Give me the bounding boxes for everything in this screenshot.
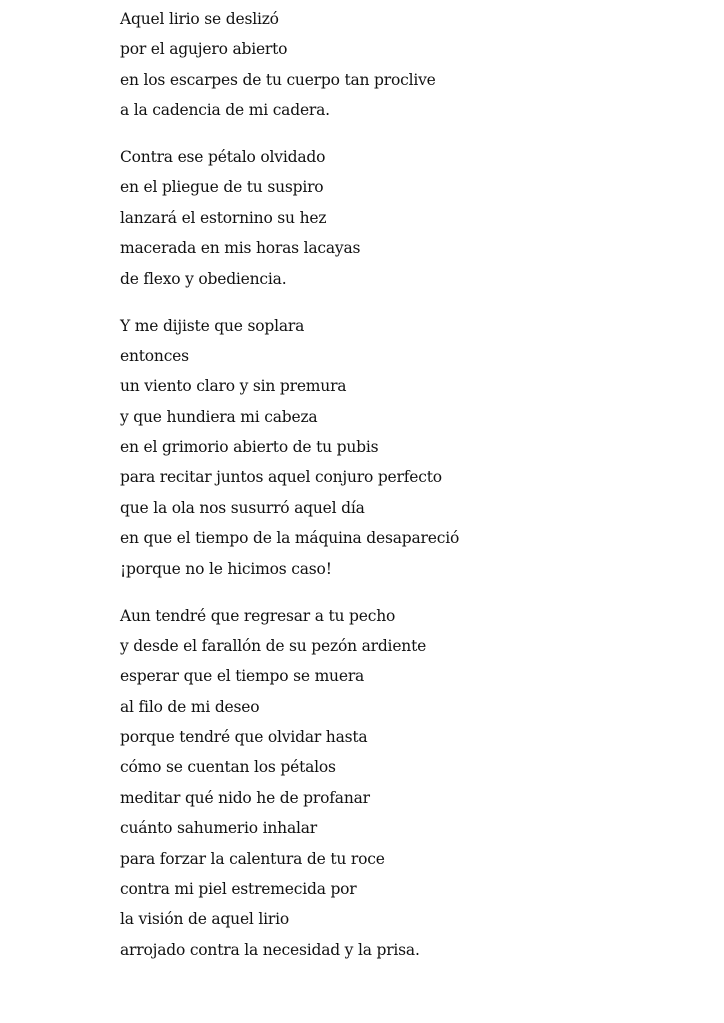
poem-line: porque tendré que olvidar hasta xyxy=(120,728,368,747)
poem-line: de flexo y obediencia. xyxy=(120,269,287,288)
poem-line: a la cadencia de mi cadera. xyxy=(120,101,330,120)
poem-line: al filo de mi deseo xyxy=(120,697,260,716)
poem-line: la visión de aquel lirio xyxy=(120,910,290,929)
stanza-2 xyxy=(120,142,680,294)
stanza-3 xyxy=(120,311,680,585)
poem-line: cuánto sahumerio inhalar xyxy=(120,819,318,838)
poem-line: entonces xyxy=(120,346,189,365)
poem-line: para recitar juntos aquel conjuro perfecto xyxy=(120,468,442,487)
poem-line: Contra ese pétalo olvidado xyxy=(120,148,326,167)
poem-body xyxy=(120,4,680,965)
stanza-4 xyxy=(120,601,680,966)
poem-line: Aun tendré que regresar a tu pecho xyxy=(120,606,396,625)
poem-line: contra mi piel estremecida por xyxy=(120,880,357,899)
stanza-1 xyxy=(120,4,680,126)
poem-line: arrojado contra la necesidad y la prisa. xyxy=(120,940,420,959)
poem-line: en los escarpes de tu cuerpo tan proclive xyxy=(120,70,436,89)
poem-line: y que hundiera mi cabeza xyxy=(120,407,318,426)
poem-line: en que el tiempo de la máquina desapareció xyxy=(120,529,460,548)
poem-line: un viento claro y sin premura xyxy=(120,377,347,396)
poem-line: macerada en mis horas lacayas xyxy=(120,239,361,258)
poem-line: en el grimorio abierto de tu pubis xyxy=(120,438,379,457)
poem-line: por el agujero abierto xyxy=(120,40,288,59)
poem-line: y desde el farallón de su pezón ardiente xyxy=(120,636,427,655)
poem-line: Aquel lirio se deslizó xyxy=(120,10,279,28)
poem-line: cómo se cuentan los pétalos xyxy=(120,758,336,777)
poem-line: para forzar la calentura de tu roce xyxy=(120,849,385,868)
poem-line: que la ola nos susurró aquel día xyxy=(120,498,365,517)
poem-line: lanzará el estornino su hez xyxy=(120,208,327,227)
poem-line: en el pliegue de tu suspiro xyxy=(120,178,324,197)
poem-line: esperar que el tiempo se muera xyxy=(120,667,365,686)
poem-line: ¡porque no le hicimos caso! xyxy=(120,559,332,578)
poem-line: Y me dijiste que soplara xyxy=(120,316,305,335)
poem-line: meditar qué nido he de profanar xyxy=(120,788,370,807)
